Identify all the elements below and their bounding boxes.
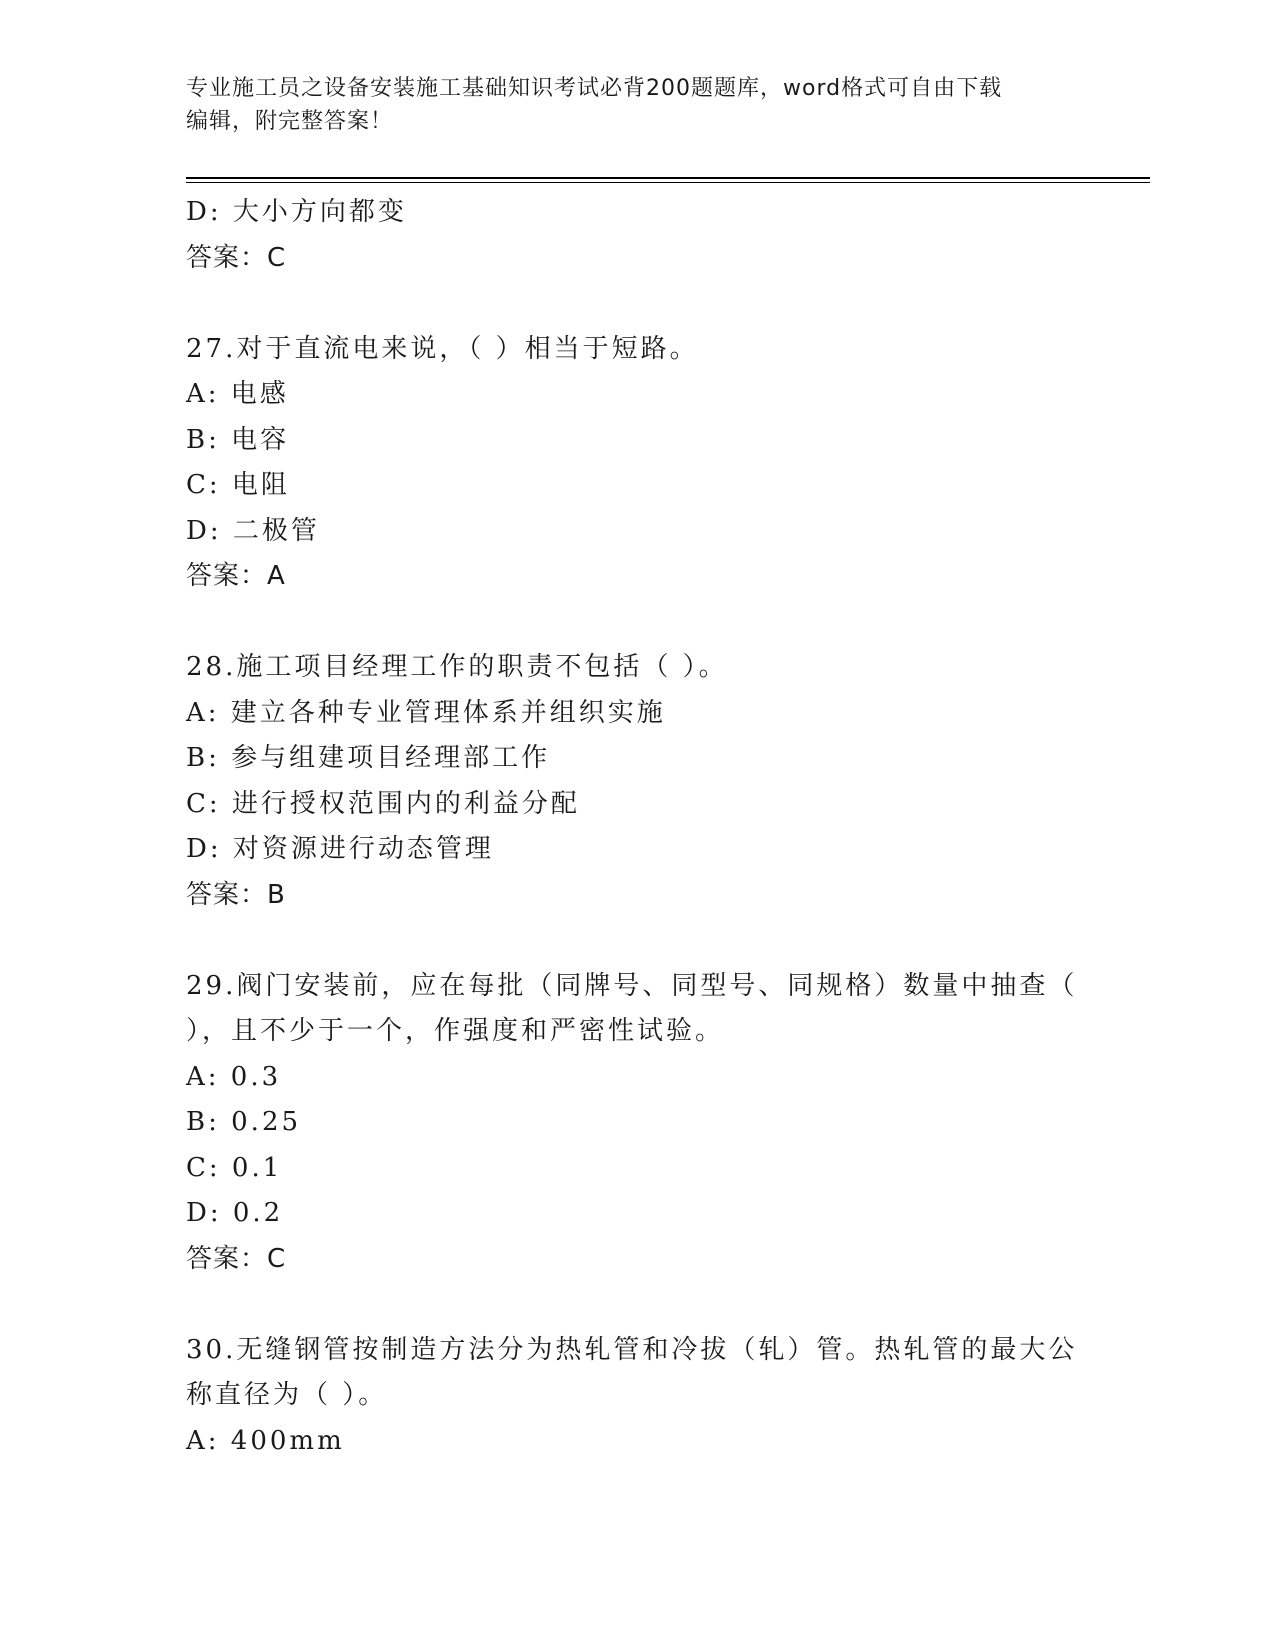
spacer: [186, 918, 1150, 964]
option-c: C: 电阻: [186, 470, 290, 500]
question-stem-line-2: ），且不少于一个，作强度和严密性试验。: [186, 1016, 725, 1046]
option-a: A: 建立各种专业管理体系并组织实施: [186, 697, 666, 728]
question-27: [186, 327, 1150, 600]
question-stem-line-2: 称直径为（ ）。: [186, 1380, 388, 1410]
option-a: A: 电感: [186, 379, 289, 409]
header-divider-thin: [186, 182, 1150, 183]
question-30: [186, 1328, 1150, 1465]
option-d: D: 0.2: [186, 1198, 284, 1228]
header-title-line-2: 编辑，附完整答案！: [186, 109, 394, 134]
spacer: [186, 1282, 1150, 1328]
header-title-line-1: 专业施工员之设备安装施工基础知识考试必背200题题库，word格式可自由下载: [186, 76, 1003, 101]
option-a: A: 0.3: [186, 1061, 282, 1092]
header-divider-thick: [186, 177, 1150, 179]
option-b: B: 电容: [186, 424, 290, 455]
question-stem-line-1: 29.阀门安装前，应在每批（同牌号、同型号、同规格）数量中抽查（: [186, 970, 1078, 1001]
spacer: [186, 281, 1150, 327]
prev-option-d: D: 大小方向都变: [186, 197, 407, 227]
option-c: C: 进行授权范围内的利益分配: [186, 788, 580, 819]
option-b: B: 参与组建项目经理部工作: [186, 743, 551, 773]
prev-answer: 答案：C: [186, 242, 287, 273]
question-stem-line-1: 30.无缝钢管按制造方法分为热轧管和冷拔（轧）管。热轧管的最大公: [186, 1334, 1078, 1365]
option-a: A: 400mm: [186, 1425, 345, 1456]
question-28: [186, 645, 1150, 918]
option-d: D: 二极管: [186, 515, 320, 546]
answer: 答案：B: [186, 879, 286, 910]
question-stem: 28.施工项目经理工作的职责不包括（ ）。: [186, 652, 728, 682]
question-stem: 27.对于直流电来说，（ ）相当于短路。: [186, 333, 699, 364]
answer: 答案：C: [186, 1243, 287, 1274]
option-d: D: 对资源进行动态管理: [186, 834, 494, 864]
document-header: [186, 72, 1076, 138]
question-29: [186, 964, 1150, 1283]
option-c: C: 0.1: [186, 1152, 283, 1183]
option-b: B: 0.25: [186, 1107, 302, 1137]
question-list: [186, 190, 1150, 1464]
answer: 答案：A: [186, 561, 286, 591]
spacer: [186, 600, 1150, 646]
